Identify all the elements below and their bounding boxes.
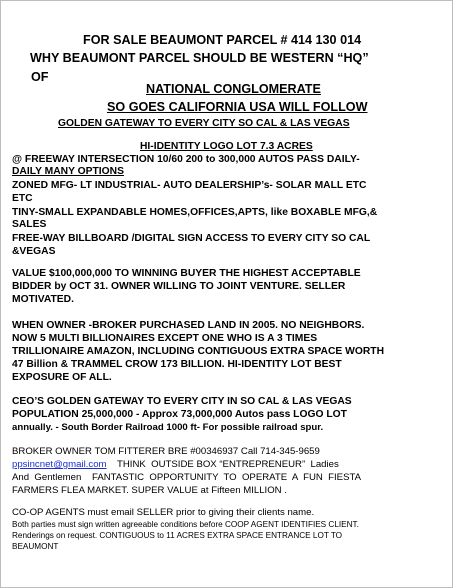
history-line-2: NOW 5 MULTI BILLIONAIRES EXCEPT ONE WHO IS A 3 TIMES bbox=[12, 333, 318, 344]
feature-line-4: ZONED MFG- LT INDUSTRIAL- AUTO DEALERSHIP’s- SOLAR MALL ETC bbox=[12, 180, 367, 191]
history-line-5: EXPOSURE OF ALL. bbox=[12, 372, 112, 383]
value-line-2: BIDDER by OCT 31. OWNER WILLING TO JOINT VENTURE. SELLER bbox=[12, 281, 346, 292]
feature-line-2: @ FREEWAY INTERSECTION 10/60 200 to 300,000 AUTOS PASS DAILY- bbox=[12, 154, 360, 165]
feature-line-8: FREE-WAY BILLBOARD /DIGITAL SIGN ACCESS TO EVERY CITY SO CAL bbox=[12, 233, 371, 244]
coop-line: CO-OP AGENTS must email SELLER prior to giving their clients name. bbox=[12, 507, 315, 518]
ceo-line-3: annually. - South Border Railroad 1000 ft- For possible railroad spur. bbox=[12, 422, 324, 433]
fine-line-3: BEAUMONT bbox=[12, 542, 59, 551]
feature-line-3: DAILY MANY OPTIONS bbox=[12, 166, 124, 177]
broker-line: BROKER OWNER TOM FITTERER BRE #00346937 Call 714-345-9659 bbox=[12, 446, 320, 457]
email-row bbox=[12, 460, 339, 470]
fiesta-line-1: THINK OUTSIDE BOX “ENTREPRENEUR” Ladies bbox=[106, 459, 339, 470]
feature-line-5: ETC bbox=[12, 193, 33, 204]
feature-line-1: HI-IDENTITY LOGO LOT 7.3 ACRES bbox=[140, 141, 313, 152]
feature-line-9: &VEGAS bbox=[12, 246, 56, 257]
history-line-3: TRILLIONAIRE AMAZON, INCLUDING CONTIGUOUS EXTRA SPACE WORTH bbox=[12, 346, 385, 357]
ceo-line-2: POPULATION 25,000,000 - Approx 73,000,000 Autos pass LOGO LOT bbox=[12, 409, 347, 420]
ceo-line-1: CEO’S GOLDEN GATEWAY TO EVERY CITY IN SO CAL & LAS VEGAS bbox=[12, 396, 352, 407]
history-line-1: WHEN OWNER -BROKER PURCHASED LAND IN 2005. NO NEIGHBORS. bbox=[12, 320, 365, 331]
title-line-1: FOR SALE BEAUMONT PARCEL # 414 130 014 bbox=[83, 33, 362, 47]
email-link[interactable]: ppsincnet@gmail.com bbox=[12, 459, 107, 470]
title-line-5: SO GOES CALIFORNIA USA WILL FOLLOW bbox=[107, 100, 368, 114]
fiesta-line-3: FARMERS FLEA MARKET. SUPER VALUE at Fifteen MILLION . bbox=[12, 485, 287, 496]
subtitle: GOLDEN GATEWAY TO EVERY CITY SO CAL & LAS VEGAS bbox=[58, 118, 350, 129]
fine-line-1: Both parties must sign written agreeable conditions before COOP AGENT IDENTIFIES CLIENT. bbox=[12, 520, 359, 529]
title-line-4: NATIONAL CONGLOMERATE bbox=[146, 82, 321, 96]
fiesta-line-2: And Gentlemen FANTASTIC OPPORTUNITY TO OPERATE A FUN FIESTA bbox=[12, 472, 362, 483]
history-line-4: 47 Billion & TRAMMEL CROW 173 BILLION. HI-IDENTITY LOT BEST bbox=[12, 359, 342, 370]
value-line-1: VALUE $100,000,000 TO WINNING BUYER THE HIGHEST ACCEPTABLE bbox=[12, 268, 361, 279]
value-line-3: MOTIVATED. bbox=[12, 294, 74, 305]
feature-line-6: TINY-SMALL EXPANDABLE HOMES,OFFICES,APTS, like BOXABLE MFG,& bbox=[12, 207, 378, 218]
feature-line-7: SALES bbox=[12, 219, 47, 230]
title-line-2: WHY BEAUMONT PARCEL SHOULD BE WESTERN “HQ” bbox=[30, 51, 369, 65]
title-line-3: OF bbox=[31, 70, 49, 84]
fine-line-2: Renderings on request. CONTIGUOUS to 11 ACRES EXTRA SPACE ENTRANCE LOT TO bbox=[12, 531, 343, 540]
